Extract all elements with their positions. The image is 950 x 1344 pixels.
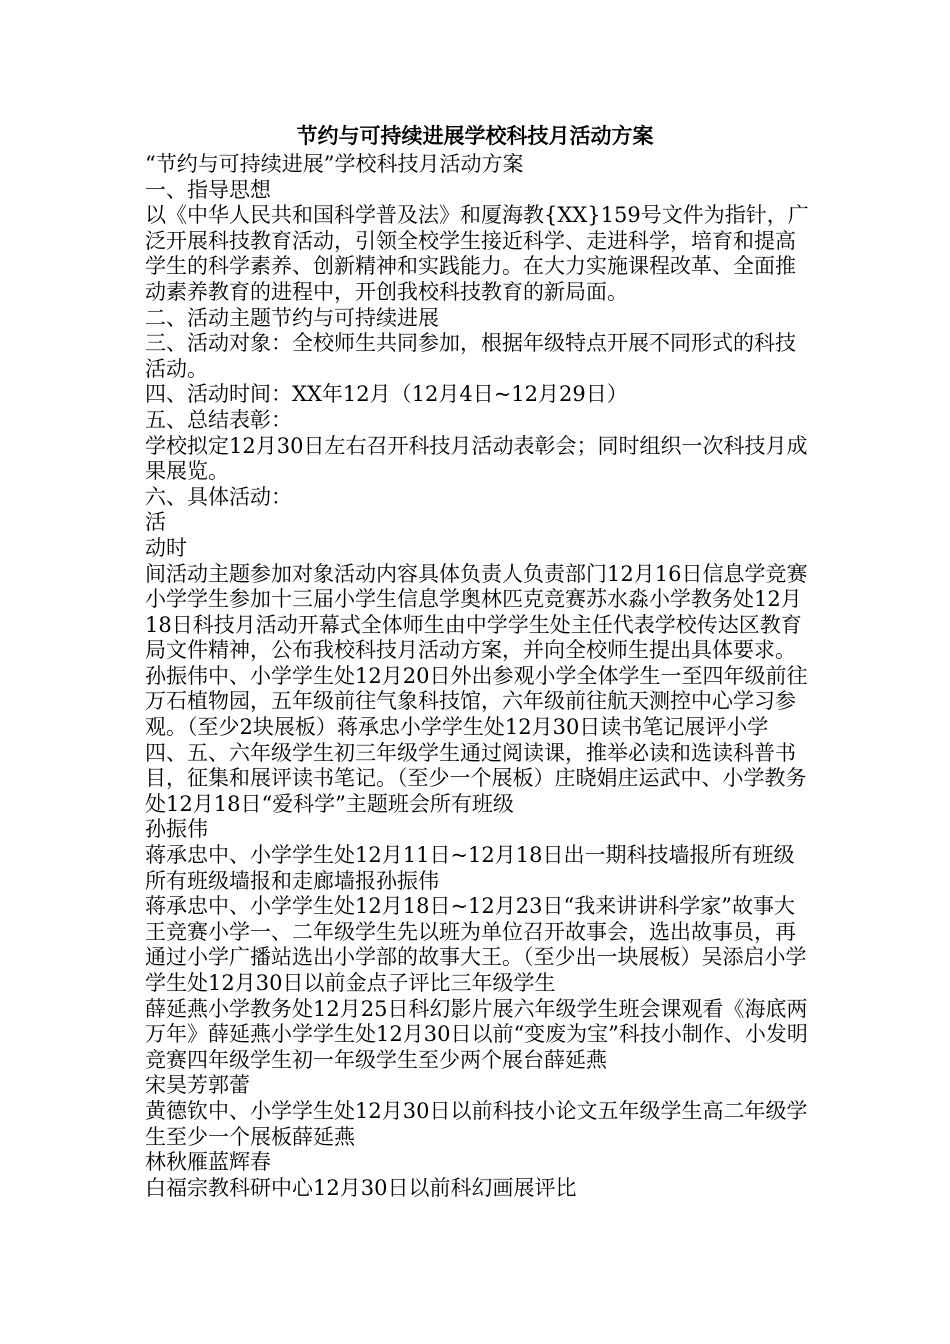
activities-table-fragment: 活 <box>145 510 166 535</box>
activities-table-paragraph: 宋昊芳郭蕾 <box>145 1073 250 1098</box>
section-heading-theme: 二、活动主题节约与可持续进展 <box>145 305 439 330</box>
section-heading-participants: 三、活动对象：全校师生共同参加，根据年级特点开展不同形式的科技活动。 <box>145 331 796 381</box>
subtitle-paragraph: “节约与可持续进展”学校科技月活动方案 <box>145 152 524 176</box>
section-heading-guiding-thought: 一、指导思想 <box>145 177 271 202</box>
activities-table-paragraph: 白福宗教科研中心12月30日以前科幻画展评比 <box>145 1175 577 1200</box>
guiding-thought-paragraph: 以《中华人民共和国科学普及法》和厦海教{XX}159号文件为指针，广泛开展科技教育活动，引领全校学生接近科学、走进科学，培育和提高学生的科学素养、创新精神和实践能力。在大力实施课程改革、全面推动素养教育的进程中，开创我校科技教育的新局面。 <box>145 203 809 304</box>
activities-table-paragraph: 蒋承忠中、小学学生处12月18日~12月23日“我来讲讲科学家”故事大王竞赛小学一、二年级学生先以班为单位召开故事会，选出故事员，再通过小学广播站选出小学部的故事大王。（至少出一块展板）吴添启小学学生处12月30日以前金点子评比三年级学生 <box>145 894 807 995</box>
activities-table-paragraph: 薛延燕小学教务处12月25日科幻影片展六年级学生班会课观看《海底两万年》薛延燕小学学生处12月30日以前“变废为宝”科技小制作、小发明竞赛四年级学生初一年级学生至少两个展台薛延燕 <box>145 996 808 1072</box>
activities-table-fragment: 动时 <box>145 535 187 560</box>
section-heading-activities: 六、具体活动： <box>145 484 292 509</box>
activities-table-paragraph: 林秋雁蓝辉春 <box>145 1150 271 1175</box>
section-heading-awards: 五、总结表彰： <box>145 407 292 432</box>
document-body <box>145 152 810 1201</box>
section-heading-time: 四、活动时间：XX年12月（12月4日~12月29日） <box>145 382 628 407</box>
activities-table-paragraph: 蒋承忠中、小学学生处12月11日~12月18日出一期科技墙报所有班级所有班级墙报和走廊墙报孙振伟 <box>145 843 795 893</box>
activities-table-paragraph: 间活动主题参加对象活动内容具体负责人负责部门12月16日信息学竞赛小学学生参加十三届小学生信息学奥林匹克竞赛苏水淼小学教务处12月18日科技月活动开幕式全体师生由中学学生处主任代表学校传达区教育局文件精神，公布我校科技月活动方案，并向全校师生提出具体要求。孙振伟中、小学学生处12月20日外出参观小学全体学生一至四年级前往万石植物园，五年级前往气象科技馆，六年级前往航天测控中心学习参观。（至少2块展板）蒋承忠小学学生处12月30日读书笔记展评小学四、五、六年级学生初三年级学生通过阅读课，推举必读和选读科普书目，征集和展评读书笔记。（至少一个展板）庄晓娟庄运武中、小学教务处12月18日“爱科学”主题班会所有班级 <box>145 561 808 816</box>
activities-table-paragraph: 孙振伟 <box>145 817 208 842</box>
document-title: 节约与可持续进展学校科技月活动方案 <box>296 124 654 148</box>
activities-table-paragraph: 黄德钦中、小学学生处12月30日以前科技小论文五年级学生高二年级学生至少一个展板薛延燕 <box>145 1098 808 1149</box>
awards-paragraph: 学校拟定12月30日左右召开科技月活动表彰会；同时组织一次科技月成果展览。 <box>145 433 808 484</box>
